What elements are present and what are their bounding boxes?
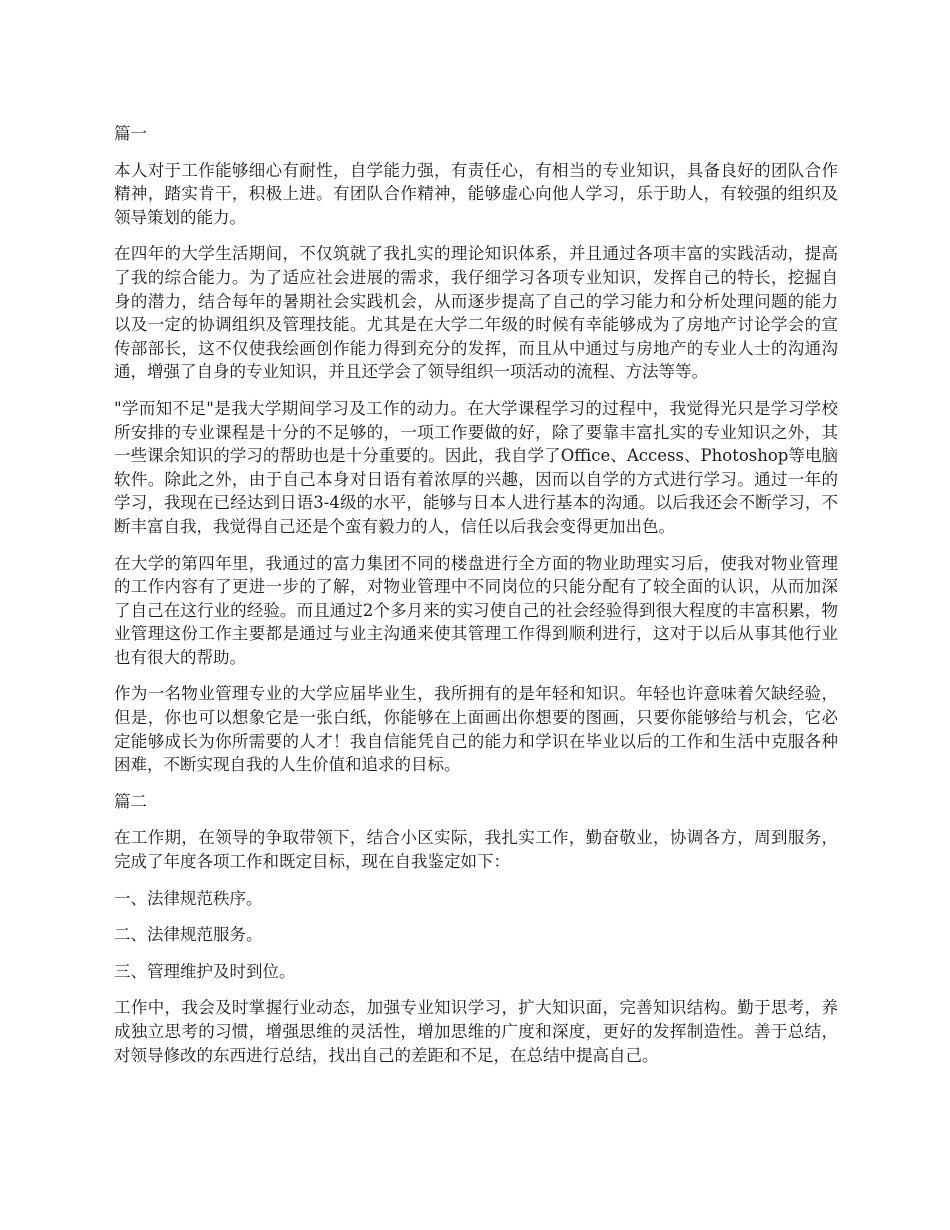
document-body — [114, 122, 838, 1080]
list-item: 三、管理维护及时到位。 — [114, 961, 296, 981]
section-heading-2: 篇二 — [114, 791, 147, 811]
paragraph: 本人对于工作能够细心有耐性，自学能力强，有责任心，有相当的专业知识，具备良好的团队合作精神，踏实肯干，积极上进。有团队合作精神，能够虚心向他人学习，乐于助人，有较强的组织及领导策划的能力。 — [114, 160, 838, 227]
paragraph: 在工作期，在领导的争取带领下，结合小区实际，我扎实工作，勤奋敬业，协调各方，周到服务，完成了年度各项工作和既定目标，现在自我鉴定如下： — [114, 828, 838, 872]
paragraph: 在四年的大学生活期间，不仅筑就了我扎实的理论知识体系，并且通过各项丰富的实践活动，提高了我的综合能力。为了适应社会进展的需求，我仔细学习各项专业知识，发挥自己的特长，挖掘自身的潜力，结合每年的暑期社会实践机会，从而逐步提高了自己的学习能力和分析处理问题的能力以及一定的协调组织及管理技能。尤其是在大学二年级的时候有幸能够成为了房地产讨论学会的宣传部部长，这不仅使我绘画创作能力得到充分的发挥，而且从中通过与房地产的专业人士的沟通沟通，增强了自身的专业知识，并且还学会了领导组织一项活动的流程、方法等等。 — [114, 244, 838, 382]
list-item: 二、法律规范服务。 — [114, 925, 263, 945]
paragraph: 作为一名物业管理专业的大学应届毕业生，我所拥有的是年轻和知识。年轻也许意味着欠缺经验，但是，你也可以想象它是一张白纸，你能够在上面画出你想要的图画，只要你能够给与机会，它必定能够成长为你所需要的人才！我自信能凭自己的能力和学识在毕业以后的工作和生活中克服各种困难，不断实现自我的人生价值和追求的目标。 — [114, 684, 838, 775]
paragraph: 工作中，我会及时掌握行业动态，加强专业知识学习，扩大知识面，完善知识结构。勤于思考，养成独立思考的习惯，增强思维的灵活性，增加思维的广度和深度，更好的发挥制造性。善于总结，对领导修改的东西进行总结，找出自己的差距和不足，在总结中提高自己。 — [114, 998, 838, 1065]
section-heading-1: 篇一 — [114, 124, 147, 143]
paragraph: "学而知不足"是我大学期间学习及工作的动力。在大学课程学习的过程中，我觉得光只是学习学校所安排的专业课程是十分的不足够的，一项工作要做的好，除了要靠丰富扎实的专业知识之外，其一些课余知识的学习的帮助也是十分重要的。因此，我自学了Office、Access、Photoshop等电脑软件。除此之外，由于自己本身对日语有着浓厚的兴趣，因而以自学的方式进行学习。通过一年的学习，我现在已经达到日语3-4级的水平，能够与日本人进行基本的沟通。以后我还会不断学习，不断丰富自我，我觉得自己还是个蛮有毅力的人，信任以后我会变得更加出色。 — [114, 398, 838, 536]
paragraph: 在大学的第四年里，我通过的富力集团不同的楼盘进行全方面的物业助理实习后，使我对物业管理的工作内容有了更进一步的了解，对物业管理中不同岗位的只能分配有了较全面的认识，从而加深了自己在这行业的经验。而且通过2个多月来的实习使自己的社会经验得到很大程度的丰富积累，物业管理这份工作主要都是通过与业主沟通来使其管理工作得到顺利进行，这对于以后从事其他行业也有很大的帮助。 — [114, 553, 838, 667]
list-item: 一、法律规范秩序。 — [114, 888, 263, 908]
